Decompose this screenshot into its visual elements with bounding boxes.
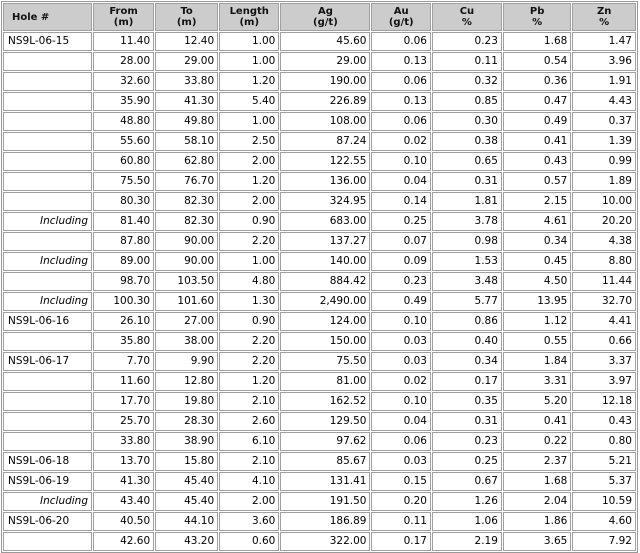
cell-from: 17.70	[93, 392, 154, 411]
cell-hole: NS9L-06-15	[3, 32, 92, 51]
column-header-unit: %	[461, 17, 472, 28]
cell-zn: 3.37	[572, 352, 636, 371]
column-header-from	[93, 3, 154, 31]
cell-zn: 10.59	[572, 492, 636, 511]
cell-from: 55.60	[93, 132, 154, 151]
cell-zn: 3.96	[572, 52, 636, 71]
column-header-label: Ag	[317, 6, 333, 17]
cell-hole	[3, 132, 92, 151]
cell-au: 0.03	[371, 352, 431, 371]
cell-length: 2.10	[219, 452, 279, 471]
cell-pb: 0.43	[503, 152, 571, 171]
cell-au: 0.02	[371, 372, 431, 391]
cell-pb: 0.55	[503, 332, 571, 351]
cell-hole: NS9L-06-18	[3, 452, 92, 471]
column-header-label: Zn	[596, 6, 612, 17]
cell-to: 45.40	[155, 472, 218, 491]
cell-from: 35.90	[93, 92, 154, 111]
cell-from: 25.70	[93, 412, 154, 431]
table-row	[3, 372, 636, 391]
cell-pb: 2.15	[503, 192, 571, 211]
table-row	[3, 192, 636, 211]
cell-pb: 1.84	[503, 352, 571, 371]
cell-to: 28.30	[155, 412, 218, 431]
cell-to: 49.80	[155, 112, 218, 131]
cell-length: 1.00	[219, 52, 279, 71]
table-row	[3, 332, 636, 351]
cell-from: 80.30	[93, 192, 154, 211]
cell-from: 60.80	[93, 152, 154, 171]
cell-zn: 20.20	[572, 212, 636, 231]
table-row	[3, 532, 636, 551]
cell-ag: 322.00	[280, 532, 370, 551]
table-row	[3, 412, 636, 431]
cell-pb: 3.65	[503, 532, 571, 551]
cell-pb: 1.68	[503, 32, 571, 51]
cell-to: 58.10	[155, 132, 218, 151]
cell-zn: 1.91	[572, 72, 636, 91]
cell-au: 0.07	[371, 232, 431, 251]
cell-to: 19.80	[155, 392, 218, 411]
cell-au: 0.09	[371, 252, 431, 271]
cell-au: 0.06	[371, 32, 431, 51]
cell-zn: 1.47	[572, 32, 636, 51]
cell-zn: 0.43	[572, 412, 636, 431]
cell-length: 3.60	[219, 512, 279, 531]
cell-length: 1.20	[219, 372, 279, 391]
cell-ag: 136.00	[280, 172, 370, 191]
table-row	[3, 432, 636, 451]
cell-length: 0.60	[219, 532, 279, 551]
cell-zn: 3.97	[572, 372, 636, 391]
cell-zn: 4.38	[572, 232, 636, 251]
cell-from: 11.40	[93, 32, 154, 51]
cell-from: 11.60	[93, 372, 154, 391]
cell-zn: 12.18	[572, 392, 636, 411]
cell-cu: 1.26	[432, 492, 502, 511]
cell-length: 1.20	[219, 72, 279, 91]
cell-length: 1.00	[219, 112, 279, 131]
cell-ag: 85.67	[280, 452, 370, 471]
cell-cu: 0.11	[432, 52, 502, 71]
cell-cu: 0.31	[432, 172, 502, 191]
cell-length: 4.10	[219, 472, 279, 491]
cell-ag: 97.62	[280, 432, 370, 451]
table-row	[3, 72, 636, 91]
cell-to: 41.30	[155, 92, 218, 111]
cell-cu: 0.23	[432, 32, 502, 51]
cell-to: 38.90	[155, 432, 218, 451]
cell-au: 0.23	[371, 272, 431, 291]
cell-from: 41.30	[93, 472, 154, 491]
cell-length: 1.30	[219, 292, 279, 311]
column-header-label: Pb	[529, 6, 545, 17]
cell-cu: 0.35	[432, 392, 502, 411]
cell-ag: 150.00	[280, 332, 370, 351]
cell-to: 15.80	[155, 452, 218, 471]
cell-pb: 13.95	[503, 292, 571, 311]
cell-ag: 162.52	[280, 392, 370, 411]
cell-from: 75.50	[93, 172, 154, 191]
column-header-length	[219, 3, 279, 31]
cell-to: 90.00	[155, 232, 218, 251]
cell-hole	[3, 232, 92, 251]
table-row	[3, 152, 636, 171]
table-body	[3, 32, 636, 551]
cell-cu: 0.67	[432, 472, 502, 491]
header-row	[3, 3, 636, 31]
cell-hole	[3, 112, 92, 131]
table-row	[3, 112, 636, 131]
table-row	[3, 392, 636, 411]
column-header-label: Length	[229, 6, 269, 17]
cell-from: 48.80	[93, 112, 154, 131]
table-row	[3, 92, 636, 111]
column-header-label: From	[109, 6, 138, 17]
column-header-label: Hole #	[12, 11, 50, 23]
cell-hole	[3, 172, 92, 191]
cell-ag: 324.95	[280, 192, 370, 211]
cell-length: 1.00	[219, 252, 279, 271]
cell-hole: NS9L-06-17	[3, 352, 92, 371]
table-header	[3, 3, 636, 31]
cell-hole	[3, 392, 92, 411]
cell-pb: 0.41	[503, 412, 571, 431]
cell-cu: 0.86	[432, 312, 502, 331]
cell-au: 0.10	[371, 392, 431, 411]
column-header-unit: (m)	[239, 17, 260, 28]
cell-ag: 124.00	[280, 312, 370, 331]
table-row	[3, 32, 636, 51]
cell-hole	[3, 92, 92, 111]
cell-length: 0.90	[219, 312, 279, 331]
cell-length: 0.90	[219, 212, 279, 231]
cell-length: 2.50	[219, 132, 279, 151]
cell-zn: 1.39	[572, 132, 636, 151]
column-header-unit: (g/t)	[388, 17, 414, 28]
cell-ag: 226.89	[280, 92, 370, 111]
cell-from: 40.50	[93, 512, 154, 531]
cell-zn: 4.60	[572, 512, 636, 531]
cell-ag: 140.00	[280, 252, 370, 271]
cell-from: 42.60	[93, 532, 154, 551]
cell-zn: 7.92	[572, 532, 636, 551]
cell-cu: 2.19	[432, 532, 502, 551]
cell-to: 9.90	[155, 352, 218, 371]
cell-to: 44.10	[155, 512, 218, 531]
cell-length: 2.20	[219, 232, 279, 251]
cell-hole	[3, 432, 92, 451]
cell-cu: 5.77	[432, 292, 502, 311]
cell-zn: 11.44	[572, 272, 636, 291]
cell-pb: 0.54	[503, 52, 571, 71]
cell-to: 43.20	[155, 532, 218, 551]
cell-from: 26.10	[93, 312, 154, 331]
cell-hole	[3, 192, 92, 211]
table-row	[3, 472, 636, 491]
cell-zn: 5.37	[572, 472, 636, 491]
cell-pb: 0.36	[503, 72, 571, 91]
table-row	[3, 512, 636, 531]
cell-to: 103.50	[155, 272, 218, 291]
cell-au: 0.10	[371, 312, 431, 331]
cell-zn: 0.99	[572, 152, 636, 171]
cell-au: 0.13	[371, 52, 431, 71]
cell-from: 33.80	[93, 432, 154, 451]
cell-pb: 2.04	[503, 492, 571, 511]
cell-to: 45.40	[155, 492, 218, 511]
cell-cu: 1.81	[432, 192, 502, 211]
cell-from: 100.30	[93, 292, 154, 311]
cell-to: 12.40	[155, 32, 218, 51]
table-row	[3, 172, 636, 191]
cell-hole: NS9L-06-20	[3, 512, 92, 531]
cell-cu: 0.40	[432, 332, 502, 351]
cell-ag: 186.89	[280, 512, 370, 531]
cell-ag: 683.00	[280, 212, 370, 231]
table-row	[3, 212, 636, 231]
cell-zn: 8.80	[572, 252, 636, 271]
table-row	[3, 132, 636, 151]
table-row	[3, 492, 636, 511]
cell-ag: 45.60	[280, 32, 370, 51]
cell-pb: 4.50	[503, 272, 571, 291]
cell-pb: 0.22	[503, 432, 571, 451]
column-header-unit: (m)	[176, 17, 197, 28]
cell-au: 0.06	[371, 112, 431, 131]
column-header-zn	[572, 3, 636, 31]
cell-length: 6.10	[219, 432, 279, 451]
column-header-ag	[280, 3, 370, 31]
cell-length: 2.00	[219, 492, 279, 511]
cell-ag: 75.50	[280, 352, 370, 371]
cell-hole: NS9L-06-19	[3, 472, 92, 491]
cell-cu: 1.06	[432, 512, 502, 531]
cell-pb: 0.47	[503, 92, 571, 111]
cell-au: 0.15	[371, 472, 431, 491]
cell-ag: 2,490.00	[280, 292, 370, 311]
cell-to: 101.60	[155, 292, 218, 311]
cell-au: 0.03	[371, 452, 431, 471]
cell-pb: 1.68	[503, 472, 571, 491]
cell-ag: 131.41	[280, 472, 370, 491]
cell-hole	[3, 272, 92, 291]
assay-results-table	[1, 1, 638, 553]
cell-cu: 3.48	[432, 272, 502, 291]
cell-au: 0.02	[371, 132, 431, 151]
cell-au: 0.06	[371, 432, 431, 451]
cell-zn: 0.80	[572, 432, 636, 451]
column-header-hole	[3, 3, 92, 31]
cell-to: 27.00	[155, 312, 218, 331]
cell-zn: 5.21	[572, 452, 636, 471]
cell-to: 33.80	[155, 72, 218, 91]
cell-hole: Including	[3, 212, 92, 231]
cell-ag: 190.00	[280, 72, 370, 91]
cell-cu: 0.25	[432, 452, 502, 471]
column-header-pb	[503, 3, 571, 31]
cell-to: 38.00	[155, 332, 218, 351]
cell-pb: 0.34	[503, 232, 571, 251]
cell-length: 2.20	[219, 352, 279, 371]
cell-ag: 108.00	[280, 112, 370, 131]
cell-hole	[3, 532, 92, 551]
cell-hole	[3, 152, 92, 171]
cell-length: 2.60	[219, 412, 279, 431]
cell-au: 0.17	[371, 532, 431, 551]
cell-pb: 0.49	[503, 112, 571, 131]
cell-au: 0.13	[371, 92, 431, 111]
cell-hole: Including	[3, 492, 92, 511]
cell-from: 13.70	[93, 452, 154, 471]
cell-au: 0.11	[371, 512, 431, 531]
cell-au: 0.04	[371, 172, 431, 191]
table-row	[3, 232, 636, 251]
cell-pb: 1.86	[503, 512, 571, 531]
cell-from: 87.80	[93, 232, 154, 251]
cell-ag: 884.42	[280, 272, 370, 291]
table-row	[3, 452, 636, 471]
cell-cu: 0.65	[432, 152, 502, 171]
cell-to: 62.80	[155, 152, 218, 171]
cell-pb: 1.12	[503, 312, 571, 331]
cell-au: 0.14	[371, 192, 431, 211]
cell-length: 2.00	[219, 192, 279, 211]
column-header-unit: (g/t)	[313, 17, 338, 28]
cell-zn: 1.89	[572, 172, 636, 191]
column-header-label: Au	[393, 6, 409, 17]
cell-length: 1.00	[219, 32, 279, 51]
cell-to: 82.30	[155, 212, 218, 231]
column-header-cu	[432, 3, 502, 31]
cell-hole	[3, 332, 92, 351]
cell-length: 2.10	[219, 392, 279, 411]
cell-ag: 87.24	[280, 132, 370, 151]
cell-zn: 0.66	[572, 332, 636, 351]
cell-hole	[3, 52, 92, 71]
cell-pb: 3.31	[503, 372, 571, 391]
table-row	[3, 312, 636, 331]
cell-au: 0.04	[371, 412, 431, 431]
cell-ag: 137.27	[280, 232, 370, 251]
table-row	[3, 252, 636, 271]
table-row	[3, 272, 636, 291]
cell-cu: 0.30	[432, 112, 502, 131]
cell-ag: 81.00	[280, 372, 370, 391]
cell-ag: 191.50	[280, 492, 370, 511]
cell-hole	[3, 412, 92, 431]
cell-zn: 4.41	[572, 312, 636, 331]
cell-cu: 0.17	[432, 372, 502, 391]
cell-pb: 0.45	[503, 252, 571, 271]
cell-from: 98.70	[93, 272, 154, 291]
cell-ag: 122.55	[280, 152, 370, 171]
column-header-au	[371, 3, 431, 31]
cell-zn: 10.00	[572, 192, 636, 211]
cell-pb: 5.20	[503, 392, 571, 411]
cell-au: 0.03	[371, 332, 431, 351]
cell-au: 0.20	[371, 492, 431, 511]
cell-cu: 0.34	[432, 352, 502, 371]
cell-to: 82.30	[155, 192, 218, 211]
cell-hole	[3, 72, 92, 91]
cell-hole	[3, 372, 92, 391]
cell-pb: 2.37	[503, 452, 571, 471]
cell-to: 29.00	[155, 52, 218, 71]
cell-hole: Including	[3, 292, 92, 311]
table-row	[3, 52, 636, 71]
cell-hole: Including	[3, 252, 92, 271]
cell-length: 4.80	[219, 272, 279, 291]
cell-cu: 0.32	[432, 72, 502, 91]
cell-from: 89.00	[93, 252, 154, 271]
cell-cu: 0.31	[432, 412, 502, 431]
cell-au: 0.49	[371, 292, 431, 311]
cell-from: 32.60	[93, 72, 154, 91]
cell-zn: 4.43	[572, 92, 636, 111]
cell-au: 0.06	[371, 72, 431, 91]
cell-ag: 129.50	[280, 412, 370, 431]
cell-cu: 0.38	[432, 132, 502, 151]
cell-pb: 0.57	[503, 172, 571, 191]
cell-from: 43.40	[93, 492, 154, 511]
column-header-unit: (m)	[113, 17, 134, 28]
column-header-unit: %	[599, 17, 610, 28]
cell-zn: 32.70	[572, 292, 636, 311]
column-header-to	[155, 3, 218, 31]
cell-from: 35.80	[93, 332, 154, 351]
cell-cu: 1.53	[432, 252, 502, 271]
cell-to: 90.00	[155, 252, 218, 271]
cell-cu: 0.85	[432, 92, 502, 111]
column-header-label: Cu	[459, 6, 475, 17]
cell-to: 12.80	[155, 372, 218, 391]
table-row	[3, 352, 636, 371]
cell-cu: 0.98	[432, 232, 502, 251]
table-row	[3, 292, 636, 311]
column-header-label: To	[180, 6, 193, 17]
cell-length: 2.00	[219, 152, 279, 171]
column-header-unit: %	[532, 17, 543, 28]
cell-cu: 3.78	[432, 212, 502, 231]
cell-length: 1.20	[219, 172, 279, 191]
cell-cu: 0.23	[432, 432, 502, 451]
cell-from: 81.40	[93, 212, 154, 231]
cell-zn: 0.37	[572, 112, 636, 131]
cell-to: 76.70	[155, 172, 218, 191]
cell-ag: 29.00	[280, 52, 370, 71]
cell-length: 2.20	[219, 332, 279, 351]
cell-au: 0.10	[371, 152, 431, 171]
cell-length: 5.40	[219, 92, 279, 111]
cell-from: 28.00	[93, 52, 154, 71]
cell-from: 7.70	[93, 352, 154, 371]
cell-pb: 4.61	[503, 212, 571, 231]
cell-hole: NS9L-06-16	[3, 312, 92, 331]
cell-pb: 0.41	[503, 132, 571, 151]
cell-au: 0.25	[371, 212, 431, 231]
